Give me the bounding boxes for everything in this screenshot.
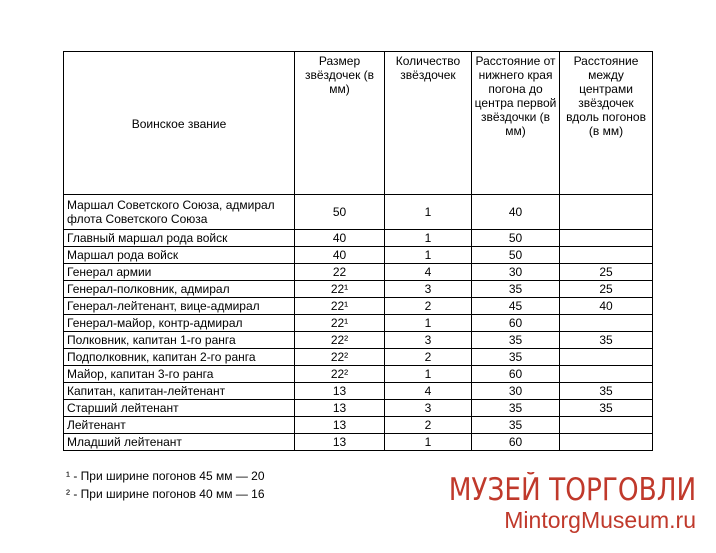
spacing-cell: 35 [560, 332, 653, 349]
first-distance-cell: 30 [472, 383, 560, 400]
first-distance-cell: 45 [472, 298, 560, 315]
table-row [64, 315, 653, 332]
rank-cell: Главный маршал рода войск [64, 230, 295, 247]
count-cell: 2 [385, 349, 472, 366]
table-row [64, 247, 653, 264]
header-first-star-distance: Расстояние от нижнего края погона до центра первой звёздочки (в мм) [472, 52, 560, 195]
first-distance-cell: 35 [472, 400, 560, 417]
first-distance-cell: 30 [472, 264, 560, 281]
first-distance-cell: 50 [472, 230, 560, 247]
size-cell: 13 [295, 417, 385, 434]
table-row [64, 195, 653, 230]
size-cell: 22¹ [295, 281, 385, 298]
first-distance-cell: 35 [472, 332, 560, 349]
table-row [64, 281, 653, 298]
spacing-cell: 35 [560, 400, 653, 417]
count-cell: 1 [385, 230, 472, 247]
count-cell: 1 [385, 195, 472, 230]
spacing-cell: 25 [560, 281, 653, 298]
rank-cell: Генерал-лейтенант, вице-адмирал [64, 298, 295, 315]
rank-cell: Майор, капитан 3-го ранга [64, 366, 295, 383]
first-distance-cell: 60 [472, 315, 560, 332]
logo-url[interactable]: MintorgMuseum.ru [504, 507, 696, 533]
count-cell: 4 [385, 383, 472, 400]
table-row [64, 434, 653, 451]
footnote-2: ² - При ширине погонов 40 мм — 16 [66, 487, 265, 501]
first-distance-cell: 60 [472, 434, 560, 451]
header-rank: Воинское звание [64, 52, 295, 195]
spacing-cell [560, 417, 653, 434]
count-cell: 2 [385, 417, 472, 434]
spacing-cell [560, 247, 653, 264]
spacing-cell: 25 [560, 264, 653, 281]
first-distance-cell: 50 [472, 247, 560, 264]
size-cell: 13 [295, 383, 385, 400]
rank-cell: Подполковник, капитан 2-го ранга [64, 349, 295, 366]
count-cell: 1 [385, 247, 472, 264]
size-cell: 40 [295, 247, 385, 264]
rank-cell: Старший лейтенант [64, 400, 295, 417]
spacing-cell: 35 [560, 383, 653, 400]
size-cell: 22 [295, 264, 385, 281]
table-row [64, 230, 653, 247]
table-row [64, 298, 653, 315]
size-cell: 22² [295, 366, 385, 383]
logo-title: МУЗЕЙ ТОРГОВЛИ [448, 472, 696, 508]
first-distance-cell: 35 [472, 349, 560, 366]
footnotes [66, 467, 265, 503]
size-cell: 22² [295, 349, 385, 366]
rank-cell: Полковник, капитан 1-го ранга [64, 332, 295, 349]
size-cell: 40 [295, 230, 385, 247]
spacing-cell [560, 434, 653, 451]
rank-cell: Маршал Советского Союза, адмирал флота Советского Союза [64, 195, 295, 230]
rank-cell: Младший лейтенант [64, 434, 295, 451]
spacing-cell [560, 195, 653, 230]
rank-cell: Капитан, капитан-лейтенант [64, 383, 295, 400]
first-distance-cell: 35 [472, 417, 560, 434]
spacing-cell [560, 349, 653, 366]
count-cell: 4 [385, 264, 472, 281]
table-row [64, 417, 653, 434]
first-distance-cell: 60 [472, 366, 560, 383]
rank-cell: Генерал-полковник, адмирал [64, 281, 295, 298]
size-cell: 22¹ [295, 315, 385, 332]
count-cell: 3 [385, 400, 472, 417]
spacing-cell: 40 [560, 298, 653, 315]
table-row [64, 264, 653, 281]
count-cell: 3 [385, 332, 472, 349]
size-cell: 13 [295, 434, 385, 451]
table-row [64, 332, 653, 349]
count-cell: 1 [385, 434, 472, 451]
rank-cell: Лейтенант [64, 417, 295, 434]
table-row [64, 366, 653, 383]
spacing-cell [560, 366, 653, 383]
header-star-size: Размер звёздочек (в мм) [295, 52, 385, 195]
header-star-spacing: Расстояние между центрами звёздочек вдоль погонов (в мм) [560, 52, 653, 195]
table-row [64, 383, 653, 400]
size-cell: 22¹ [295, 298, 385, 315]
count-cell: 2 [385, 298, 472, 315]
rank-cell: Генерал армии [64, 264, 295, 281]
count-cell: 1 [385, 366, 472, 383]
header-star-count: Количество звёздочек [385, 52, 472, 195]
first-distance-cell: 40 [472, 195, 560, 230]
spacing-cell [560, 315, 653, 332]
table-row [64, 349, 653, 366]
table-row [64, 400, 653, 417]
spacing-cell [560, 230, 653, 247]
size-cell: 13 [295, 400, 385, 417]
size-cell: 22² [295, 332, 385, 349]
rank-cell: Генерал-майор, контр-адмирал [64, 315, 295, 332]
count-cell: 1 [385, 315, 472, 332]
rank-cell: Маршал рода войск [64, 247, 295, 264]
footnote-1: ¹ - При ширине погонов 45 мм — 20 [66, 469, 265, 483]
count-cell: 3 [385, 281, 472, 298]
first-distance-cell: 35 [472, 281, 560, 298]
museum-logo [405, 474, 696, 534]
size-cell: 50 [295, 195, 385, 230]
star-sizes-table [63, 51, 653, 451]
